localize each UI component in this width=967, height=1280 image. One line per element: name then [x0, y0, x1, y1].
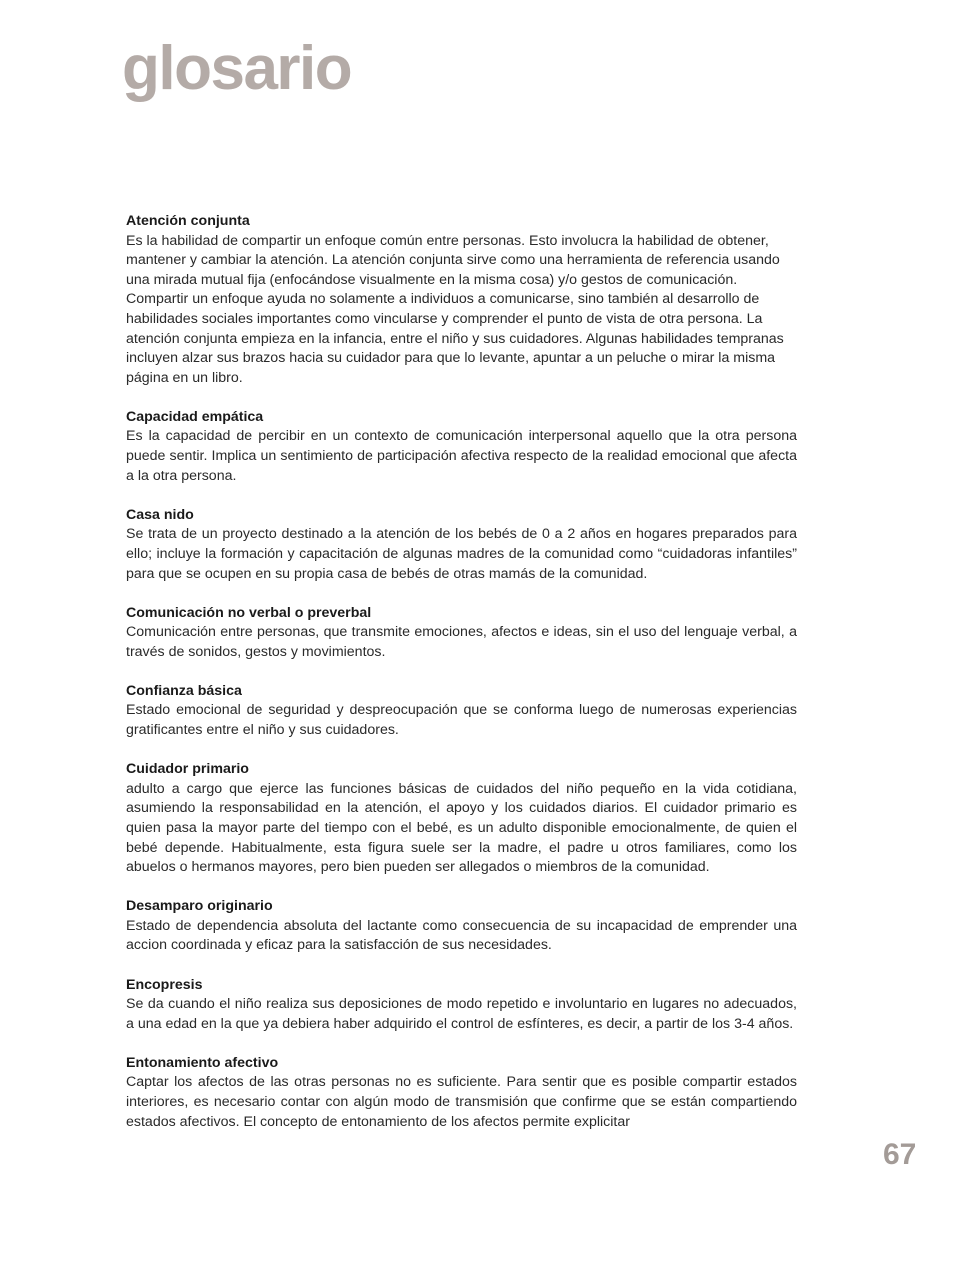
glossary-term: Casa nido — [126, 506, 194, 523]
glossary-term: Cuidador primario — [126, 761, 249, 778]
glossary-entry-cuidador-primario — [126, 760, 797, 878]
glossary-entry-atencion-conjunta — [126, 212, 797, 388]
glossary-definition: Estado de dependencia absoluta del lactante como consecuencia de su incapacidad de emprender una accion coordinada y eficaz para la satisfacción de sus necesidades. — [126, 917, 797, 954]
glossary-entry-capacidad-empatica — [126, 408, 797, 486]
glossary-definition: Captar los afectos de las otras personas no es suficiente. Para sentir que es posible compartir estados interiores, es necesario contar con algún modo de transmisión que confirme que se están compartiendo estados afectivos. El concepto de entonamiento de los afectos permite explicitar — [126, 1074, 797, 1130]
glossary-definition: Se trata de un proyecto destinado a la atención de los bebés de 0 a 2 años en hogares preparados para ello; incluye la formación y capacitación de algunas madres de la comunidad como “cuidadoras infantiles” para que se ocupen en su propia casa de bebés de otras mamás de la comunidad. — [126, 526, 797, 582]
glossary-definition: Se da cuando el niño realiza sus deposiciones de modo repetido e involuntario en lugares no adecuados, a una edad en la que ya debiera haber adquirido el control de esfínteres, es decir, a partir de los 3-4 años. — [126, 996, 797, 1032]
glossary-definition: Comunicación entre personas, que transmite emociones, afectos e ideas, sin el uso del lenguaje verbal, a través de sonidos, gestos y movimientos. — [126, 624, 797, 660]
glossary-definition: Es la capacidad de percibir en un contexto de comunicación interpersonal aquello que la otra persona puede sentir. Implica un sentimiento de participación afectiva respecto de la realidad emocional que afecta a la otra persona. — [126, 428, 797, 484]
glossary-term: Atención conjunta — [126, 213, 250, 229]
glossary-definition: Es la habilidad de compartir un enfoque común entre personas. Esto involucra la habilidad de obtener, mantener y cambiar la atención. La atención conjunta sirve como una herramienta de referencia usando una mirada mutual fija (enfocándose visualmente en la misma cosa) y/o gestos de comunicación. Compartir un enfoque ayuda no solamente a individuos a comunicarse, sino también al desarrollo de habilidades sociales importantes como vincularse y comprender el punto de vista de otra persona. La atención conjunta empieza en la infancia, entre el niño y sus cuidadores. Algunas habilidades tempranas incluyen alzar sus brazos hacia su cuidador para que lo levante, apuntar a un peluche o mirar la misma página en un libro. — [126, 232, 784, 386]
glossary-term: Confianza básica — [126, 682, 242, 699]
page-title: glosario — [122, 34, 352, 103]
glossary-entry-confianza-basica — [126, 682, 797, 741]
page-number: 67 — [883, 1138, 917, 1171]
glossary-entry-comunicacion-no-verbal — [126, 604, 797, 663]
glossary-term: Desamparo originario — [126, 898, 273, 915]
glossary-entry-desamparo-originario — [126, 897, 797, 956]
glossary-term: Encopresis — [126, 976, 203, 993]
glossary-term: Capacidad empática — [126, 408, 264, 425]
glossary-definition: adulto a cargo que ejerce las funciones básicas de cuidados del niño pequeño en la vida cotidiana, asumiendo la responsabilidad en la atención, el apoyo y los cuidados diarios. El cuidador primario es quien pasa la mayor parte del tiempo con el bebé, es un adulto disponible emocionalmente, de quien el bebé depende. Habitualmente, esta figura suele ser la madre, el padre u otros familiares, como los abuelos o hermanos mayores, pero bien pueden ser allegados o miembros de la comunidad. — [126, 780, 797, 876]
glossary-entry-entonamiento-afectivo — [126, 1054, 797, 1132]
glossary-definition: Estado emocional de seguridad y despreocupación que se conforma luego de numerosas experiencias gratificantes entre el niño y sus cuidadores. — [126, 702, 797, 739]
glossary-entry-casa-nido — [126, 506, 797, 584]
glossary-entry-encopresis — [126, 976, 797, 1035]
glossary-term: Comunicación no verbal o preverbal — [126, 604, 372, 621]
glossary-term: Entonamiento afectivo — [126, 1054, 279, 1071]
glossary-list — [126, 212, 797, 1152]
